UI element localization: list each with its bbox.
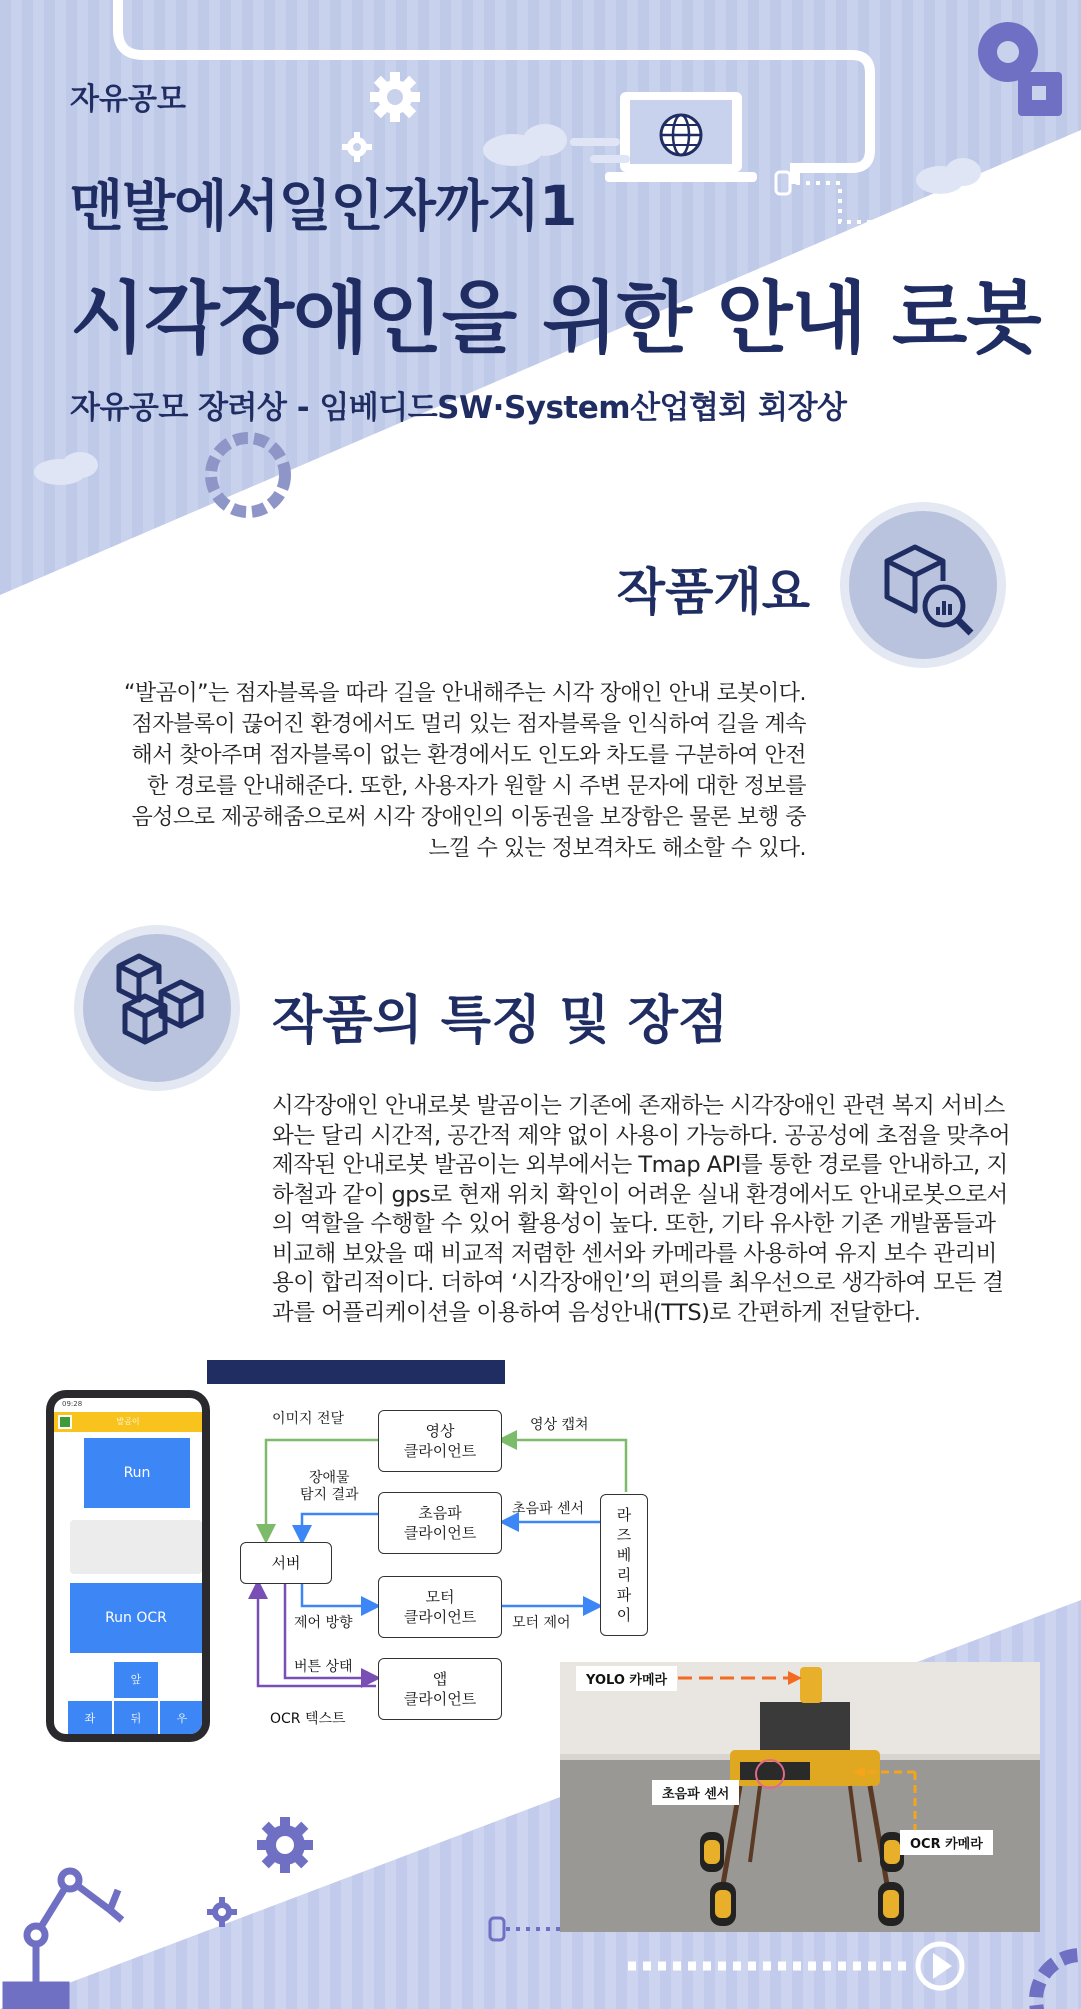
features-text: 시각장애인 안내로봇 발곰이는 기존에 존재하는 시각장애인 관련 복지 서비스와는 달리 시간적, 공간적 제약 없이 사용이 가능하다. 공공성에 초점을 맞추어 제작된 안내로봇 발곰이는 외부에서는 Tmap API를 통한 경로를 안내하고, 지하철과 같이 gps로 현재 위치 확인이 어려운 실내 환경에서도 안내로봇으로서의 역할을 수행할 수 있어 활용성이 높다. 또한, 기타 유사한 기존 개발품들과 비교해 보았을 때 비교적 저렴한 센서와 카메라를 사용하여 유지 보수 관리비용이 합리적이다. 더하여 ‘시각장애인’의 편의를 최우선으로 생각하여 모든 결과를 어플리케이션을 이용하여 음성안내(TTS)로 간편하게 전달한다. (272, 1093, 1011, 1326)
left-button[interactable]: 좌 (68, 1701, 112, 1734)
raspberry-pi-box (600, 1494, 648, 1636)
app-screen (54, 1398, 202, 1734)
raspberry-pi-label: 라즈베리파이 (616, 1506, 632, 1624)
gear-icon (370, 72, 420, 122)
cube-search-icon (849, 511, 997, 659)
app-bar (54, 1412, 202, 1432)
app-icon (58, 1415, 72, 1429)
run-button[interactable]: Run (84, 1438, 190, 1508)
laptop-icon (605, 92, 757, 182)
run-ocr-button[interactable]: Run OCR (70, 1583, 202, 1653)
ultrasonic-sensor-label: 초음파 센서 (512, 1501, 585, 1517)
ocr-camera-label: OCR 카메라 (900, 1830, 993, 1855)
ultrasonic-client-label: 초음파 클라이언트 (403, 1504, 477, 1542)
page-title: 시각장애인을 위한 안내 로봇 (70, 274, 1041, 364)
ocr-text-label: OCR 텍스트 (270, 1711, 346, 1727)
motor-client-box (378, 1576, 502, 1638)
app-client-box (378, 1658, 502, 1720)
forward-button[interactable]: 앞 (114, 1662, 158, 1698)
status-bar: 09:28 (62, 1400, 83, 1408)
cubes-icon (83, 934, 231, 1082)
app-client-label: 앱 클라이언트 (403, 1670, 477, 1708)
video-client-box (378, 1410, 502, 1472)
motor-client-label: 모터 클라이언트 (403, 1588, 477, 1626)
features-badge (74, 925, 240, 1091)
ultrasonic-client-box (378, 1492, 502, 1554)
image-transfer-label: 이미지 전달 (272, 1411, 345, 1427)
features-heading: 작품의 특징 및 장점 (272, 991, 729, 1051)
ultrasonic-sensor-photo-label: 초음파 센서 (652, 1780, 739, 1805)
yolo-camera-label: YOLO 카메라 (576, 1666, 677, 1691)
obstacle-result-label: 장애물 탐지 결과 (300, 1470, 359, 1503)
app-title: 발곰이 (116, 1417, 140, 1426)
overview-text: “발곰이”는 점자블록을 따라 길을 안내해주는 시각 장애인 안내 로봇이다. 점자블록이 끊어진 환경에서도 멀리 있는 점자블록을 인식하여 길을 계속해서 찾아주며 점자블록이 없는 환경에서도 인도와 차도를 구분하여 안전한 경로를 안내해준다. 또한, 사용자가 원할 시 주변 문자에 대한 정보를 음성으로 제공해줌으로써 시각 장애인의 이동권을 보장함은 물론 보행 중 느낄 수 있는 정보격차도 해소할 수 있다. (123, 681, 806, 861)
status-box (70, 1520, 202, 1574)
control-direction-label: 제어 방향 (294, 1615, 353, 1631)
video-capture-label: 영상 캡쳐 (530, 1417, 589, 1433)
divider-bar (207, 1360, 505, 1384)
category-tag: 자유공모 (70, 82, 186, 117)
team-name: 맨발에서일인자까지1 (70, 174, 577, 238)
award-subtitle: 자유공모 장려상 - 임베디드SW·System산업협회 회장상 (70, 390, 847, 426)
overview-badge (840, 502, 1006, 668)
phone-mockup (46, 1390, 210, 1742)
robot-photo (560, 1662, 1040, 1932)
button-state-label: 버튼 상태 (294, 1659, 353, 1675)
motor-control-label: 모터 제어 (512, 1615, 571, 1631)
server-box (240, 1542, 332, 1584)
back-button[interactable]: 뒤 (114, 1701, 158, 1734)
server-label: 서버 (271, 1554, 301, 1572)
robot-image (560, 1662, 1040, 1932)
video-client-label: 영상 클라이언트 (403, 1422, 477, 1460)
right-button[interactable]: 우 (160, 1701, 202, 1734)
overview-heading: 작품개요 (616, 563, 810, 621)
gear-icon-bottom (257, 1817, 313, 1873)
